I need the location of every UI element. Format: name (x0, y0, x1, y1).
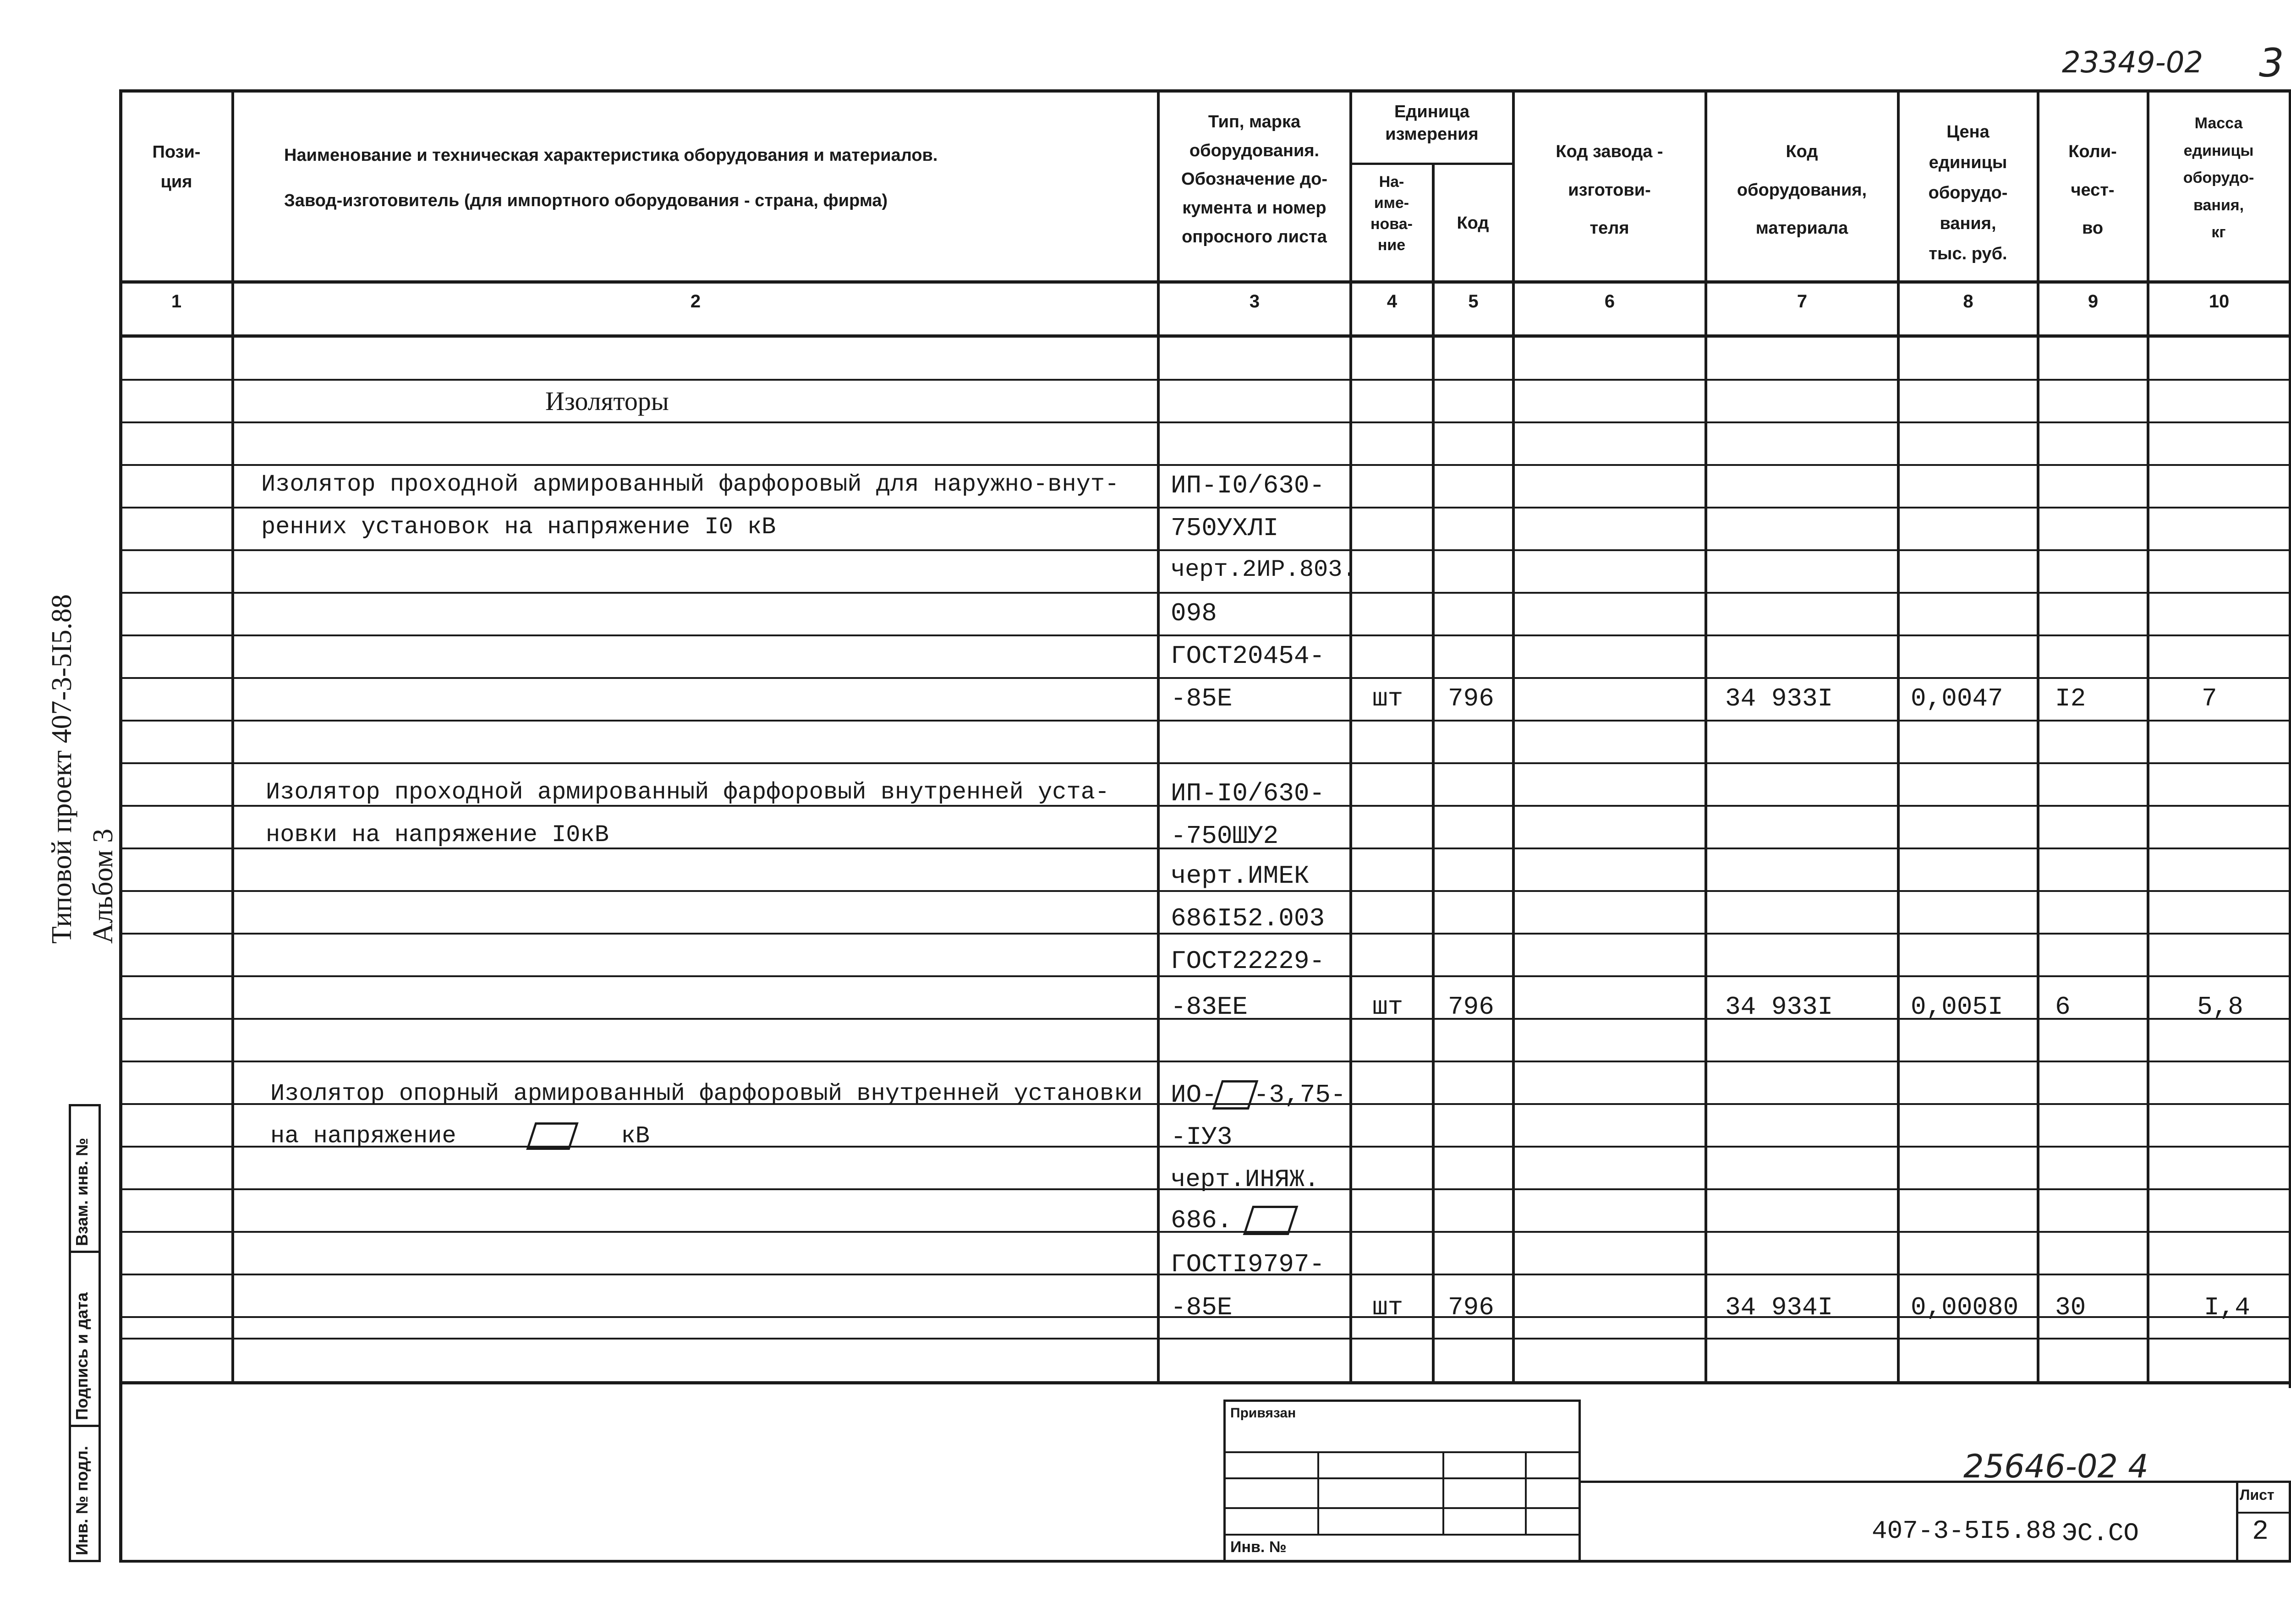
item-price: 0,005I (1911, 992, 2003, 1022)
stamp-label-original-inv: Инв. № подл. (72, 1446, 91, 1555)
header-position: Пози- ция (152, 142, 201, 191)
item-mass: 5,8 (2197, 992, 2243, 1022)
item-material-code: 34 933I (1725, 684, 1833, 713)
header-quantity: Коли- чест- во (2068, 142, 2117, 238)
column-number-3: 3 (1249, 291, 1260, 312)
item-type-line: ИО- -3,75- (1171, 1080, 1346, 1110)
sheet-label: Лист (2240, 1487, 2275, 1503)
column-number-6: 6 (1604, 291, 1615, 312)
column-number-8: 8 (1963, 291, 1973, 312)
item-description-line: на напряжение кВ (270, 1122, 650, 1150)
item-type-line: ГОСТ22229- (1171, 946, 1325, 976)
item-quantity: 6 (2055, 992, 2071, 1022)
item-material-code: 34 933I (1725, 992, 1833, 1022)
item-unit-code: 796 (1448, 684, 1494, 713)
handwritten-page-number: 3 (2259, 40, 2284, 86)
sheet-number: 2 (2252, 1516, 2269, 1547)
column-number-9: 9 (2088, 291, 2099, 312)
blank-voltage-box (526, 1122, 578, 1150)
item-type-line: 686I52.003 (1171, 904, 1325, 933)
item-type-line: ГОСТ20454- (1171, 641, 1325, 671)
item-description-line: ренних установок на напряжение I0 кВ (261, 514, 776, 541)
header-description: Наименование и техническая характеристика оборудования и материалов. Завод-изготовитель (для импортного оборудования - страна, фирма) (284, 146, 938, 210)
stamp-label-signature-date: Подпись и дата (72, 1292, 91, 1420)
privyazan-label: Привязан (1230, 1405, 1296, 1421)
item-type-line: -750ШУ2 (1171, 821, 1279, 851)
header-unit-name: На- име- нова- ние (1370, 173, 1413, 254)
item-unit: шт (1372, 684, 1403, 713)
item-quantity: 30 (2055, 1293, 2086, 1322)
document-section: ЭС.СО (2062, 1519, 2139, 1548)
item-unit: шт (1372, 992, 1403, 1022)
column-number-10: 10 (2209, 291, 2230, 312)
blank-drawing-box (1243, 1206, 1299, 1235)
handwritten-sheet-number: 25646-02 4 (1963, 1448, 2148, 1485)
item-type-line: ИП-I0/630- (1171, 779, 1325, 808)
item-mass: I,4 (2204, 1293, 2250, 1322)
item-description-line: Изолятор проходной армированный фарфоровый внутренней уста- (266, 779, 1110, 806)
item-type-line: ГОСТI9797- (1171, 1250, 1325, 1279)
item-type-line: черт.ИМЕК (1171, 861, 1310, 891)
item-description-line: Изолятор опорный армированный фарфоровый внутренней установки (270, 1080, 1143, 1107)
item-type-line: 686. (1171, 1206, 1293, 1235)
item-type-line: -85Е (1171, 684, 1233, 713)
item-type-line: черт.2ИР.803. (1171, 556, 1357, 583)
column-number-7: 7 (1797, 291, 1808, 312)
item-unit-code: 796 (1448, 992, 1494, 1022)
item-type-line: 098 (1171, 599, 1217, 628)
item-description-line: новки на напряжение I0кВ (266, 821, 609, 848)
side-project-label: Типовой проект 407-3-5I5.88 (46, 594, 77, 944)
column-number-1: 1 (171, 291, 182, 312)
item-type-line: ИП-I0/630- (1171, 471, 1325, 500)
header-price: Цена единицы оборудо- вания, тыс. руб. (1928, 122, 2008, 263)
handwritten-archive-number: 23349-02 (2062, 46, 2203, 80)
item-quantity: I2 (2055, 684, 2086, 713)
blank-type-box (1212, 1080, 1258, 1110)
item-mass: 7 (2202, 684, 2217, 713)
item-description-line: Изолятор проходной армированный фарфоровый для наружно-внут- (261, 471, 1119, 498)
header-factory-code: Код завода - изготови- теля (1556, 142, 1663, 238)
header-unit: Единица измерения (1385, 102, 1479, 144)
column-number-4: 4 (1387, 291, 1398, 312)
side-album-label: Альбом 3 (88, 828, 119, 944)
section-title: Изоляторы (545, 386, 669, 416)
stamp-label-replace-inv: Взам. инв. № (72, 1137, 91, 1246)
document-code: 407-3-5I5.88 (1872, 1516, 2057, 1546)
item-unit: шт (1372, 1293, 1403, 1322)
item-price: 0,00080 (1911, 1293, 2019, 1322)
inventory-number-label: Инв. № (1230, 1538, 1287, 1556)
item-type-line: -83ЕЕ (1171, 992, 1248, 1022)
column-number-2: 2 (690, 291, 701, 312)
item-material-code: 34 934I (1725, 1293, 1833, 1322)
header-mass: Масса единицы оборудо- вания, кг (2183, 115, 2254, 241)
item-price: 0,0047 (1911, 684, 2003, 713)
item-type-line: черт.ИНЯЖ. (1171, 1166, 1320, 1194)
header-unit-code: Код (1457, 213, 1489, 233)
item-type-line: -IУ3 (1171, 1122, 1233, 1152)
item-type-line: -85Е (1171, 1293, 1233, 1322)
item-type-line: 750УХЛI (1171, 514, 1279, 543)
header-material-code: Код оборудования, материала (1737, 142, 1867, 238)
header-type: Тип, марка оборудования. Обозначение до- кумента и номер опросного листа (1181, 112, 1327, 246)
column-number-5: 5 (1468, 291, 1479, 312)
item-unit-code: 796 (1448, 1293, 1494, 1322)
